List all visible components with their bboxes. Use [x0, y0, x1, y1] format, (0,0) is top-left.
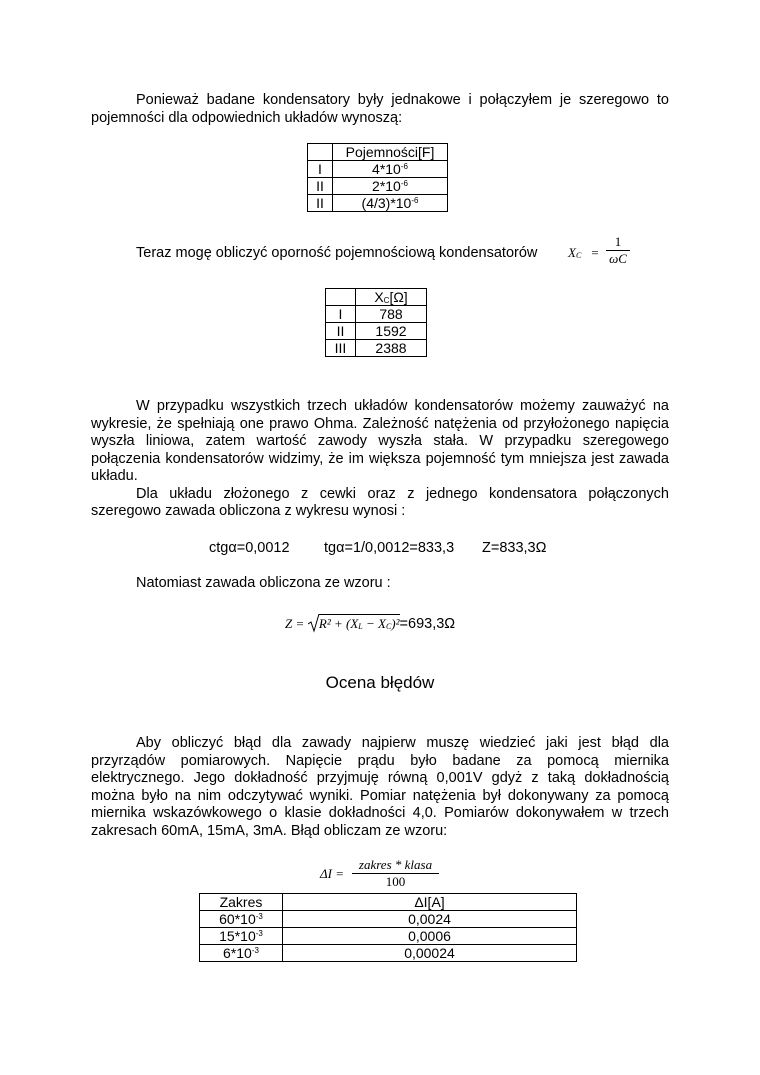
tg-value: tgα=1/0,0012=833,3: [324, 540, 455, 556]
section-heading: Ocena błędów: [325, 673, 435, 692]
impedance-graph-value: Z=833,3Ω: [482, 540, 547, 556]
reactance-header: $X_C[\Omega]$: [356, 289, 427, 306]
impedance-formula: $Z = R^2 + (X_L - X_C)^2=693,3\Omega$: [285, 613, 455, 633]
reactance-intro: Teraz mogę obliczyć oporność pojemnościową kondensatorów: [136, 245, 538, 261]
table-row: $15*10^{-3}$ 0,0006: [200, 928, 577, 945]
capacitance-table: [307, 143, 448, 212]
error-fraction: zakres * klasa 100: [352, 857, 439, 890]
table-row: III 2388: [326, 340, 427, 357]
intro-paragraph: Ponieważ badane kondensatory były jednakowe i połączyłem je szeregowo to pojemności dla odpowiednich układów wynoszą:: [91, 92, 669, 126]
ctg-value: ctgα=0,0012: [209, 540, 290, 556]
range-header: Zakres: [200, 894, 283, 911]
error-header: ΔI[A]: [283, 894, 577, 911]
table-row: $60*10^{-3}$ 0,0024: [200, 911, 577, 928]
reactance-formula: $X_C$ =: [568, 245, 600, 260]
capacitance-header: Pojemności[F]: [333, 144, 448, 161]
reactance-table: [325, 288, 427, 357]
formula-intro: Natomiast zawada obliczona ze wzoru :: [136, 575, 391, 591]
error-paragraph: Aby obliczyć błąd dla zawady najpierw muszę wiedzieć jaki jest błąd dla przyrządów pomiarowych. Napięcie prądu było badane za pomocą miernika elektrycznego. Jego dokładność przyjmuję równą 0,001V gdyż z taką dokładnością można było na nim odczytywać wyniki. Pomiar natężenia był dokonywany za pomocą miernika wskazówkowego o klasie dokładności 4,0. Pomiarów dokonywałem w trzech zakresach 60mA, 15mA, 3mA. Błąd obliczam ze wzoru:: [91, 735, 669, 839]
table-row: $6*10^{-3}$ 0,00024: [200, 945, 577, 962]
table-row: I $4*10^{-6}$: [308, 161, 448, 178]
analysis-paragraph: W przypadku wszystkich trzech układów kondensatorów możemy zauważyć na wykresie, że spełniają one prawo Ohma. Zależność natężenia od przyłożonego napięcia wyszła liniowa, zatem wartość zawody wyszła stała. W przypadku szeregowego połączenia kondensatorów widzimy, że im większa pojemność tym mniejsza jest zawada układu. Dla układu złożonego z cewki oraz z jednego kondensatora połączonych szeregowo zawada obliczona z wykresu wynosi :: [91, 398, 669, 519]
error-table: [199, 893, 577, 962]
reactance-fraction: 1 ωC: [606, 234, 630, 267]
table-row: I 788: [326, 306, 427, 323]
table-row: II $2*10^{-6}$: [308, 178, 448, 195]
table-row: II $(4/3)*10^{-6}$: [308, 195, 448, 212]
table-row: II 1592: [326, 323, 427, 340]
error-formula: ΔI =: [320, 866, 344, 881]
